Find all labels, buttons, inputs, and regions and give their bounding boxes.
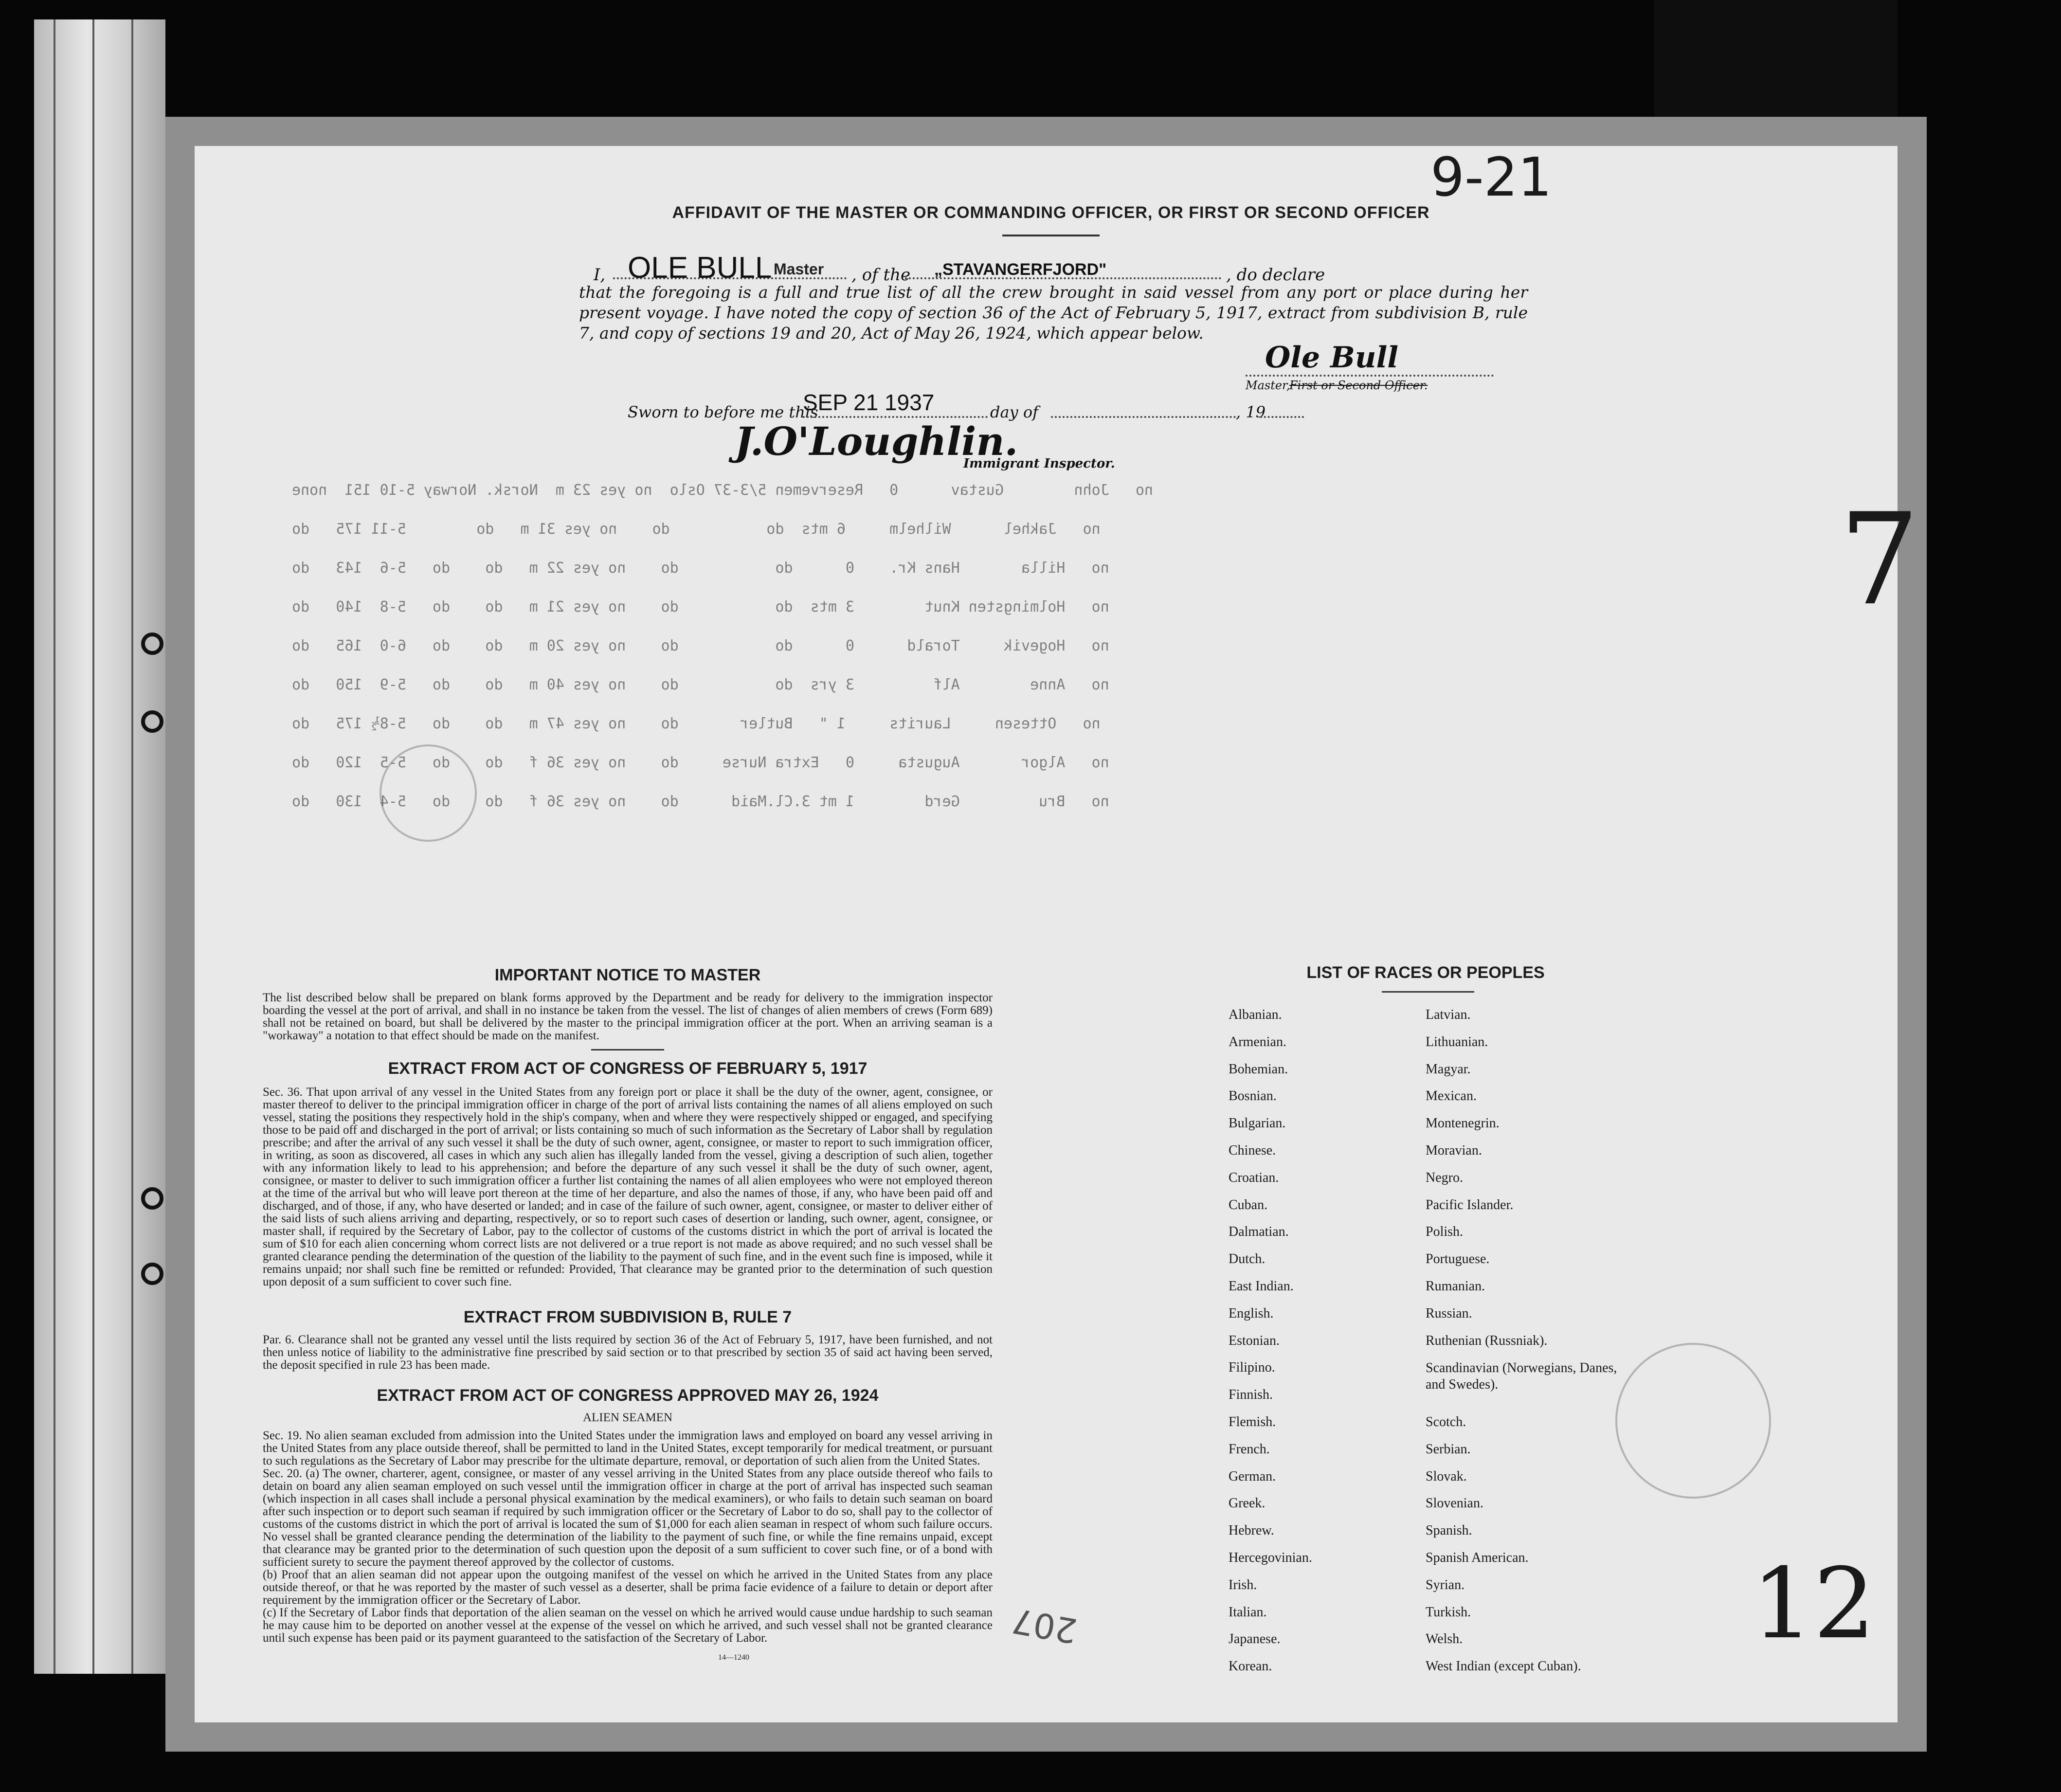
race-item: Latvian.: [1426, 1007, 1471, 1022]
bleed-row: no Jakhel Wilhelm 6 mts do do no yes 31 m do 5-11 175 do: [292, 521, 1101, 538]
races-column: [1236, 963, 1771, 993]
day-of-label: day of: [990, 403, 1038, 421]
race-item: Welsh.: [1426, 1631, 1463, 1647]
race-item: Slovenian.: [1426, 1496, 1483, 1511]
race-item: Bosnian.: [1229, 1088, 1277, 1104]
pencil-annotation-seven: 7: [1839, 487, 1920, 634]
race-item: Chinese.: [1229, 1142, 1276, 1158]
declaration-line: [594, 251, 1518, 285]
race-item: Bulgarian.: [1229, 1116, 1286, 1131]
race-item: Scandinavian (Norwegians, Danes, and Swedes).: [1426, 1360, 1617, 1393]
extract-1924-sec20b: (b) Proof that an alien seaman did not appear upon the outgoing manifest of the vessel on which he arrived in the United States from any place outside thereof, or that he was reported by the master of such vessel as a deserter, shall be prima facie evidence of a failure to detain or deport after requirement by the immigration officer or the Secretary of Labor.: [263, 1568, 993, 1607]
race-item: Greek.: [1229, 1496, 1266, 1511]
race-item: Korean.: [1229, 1659, 1272, 1674]
race-item: Armenian.: [1229, 1034, 1286, 1050]
race-item: Japanese.: [1229, 1631, 1281, 1647]
form-number: 14—1240: [718, 1653, 749, 1662]
race-item: Moravian.: [1426, 1142, 1482, 1158]
race-item: Magyar.: [1426, 1061, 1471, 1077]
race-item: Croatian.: [1229, 1170, 1279, 1185]
year-label: , 19: [1236, 403, 1266, 421]
notice-title: IMPORTANT NOTICE TO MASTER: [494, 966, 761, 984]
race-item: Irish.: [1229, 1577, 1257, 1593]
race-item: Finnish.: [1229, 1387, 1273, 1403]
bleed-row: no Ottesen Laurits 1 " Butler do no yes 47 m do do 5-8½ 175 do: [292, 715, 1101, 732]
race-item: Syrian.: [1426, 1577, 1465, 1593]
bleed-row: no Hogevik Torald 0 do do no yes 20 m do do 6-0 165 do: [292, 637, 1109, 654]
adjacent-page-edges: [34, 19, 165, 1674]
master-signature: Ole Bull: [1265, 341, 1399, 375]
race-item: Polish.: [1426, 1224, 1464, 1240]
master-label: Master,: [1246, 379, 1290, 392]
race-item: Ruthenian (Russniak).: [1426, 1333, 1548, 1348]
pronoun-label: I,: [594, 265, 606, 285]
race-item: Bohemian.: [1229, 1061, 1288, 1077]
race-item: Scotch.: [1426, 1414, 1466, 1430]
race-item: East Indian.: [1229, 1278, 1294, 1294]
extract-1917-body: Sec. 36. That upon arrival of any vessel in the United States from any foreign port or place it shall be the duty of the owner, agent, consignee, or master thereof to deliver to the principal immigration officer in charge of the port of arrival lists containing the names of all aliens employed on such vessel, stating the positions they respectively hold in the ship's company, when and where they were respectively shipped or engaged, and specifying those to be paid off and discharged in the port of arrival; or lists containing so much of such information as the Secretary of Labor shall by regulation prescribe; and after the arrival of any such vessel it shall be the duty of such owner, agent, consignee, or master to report to such immigration officer, in writing, as soon as discovered, all cases in which any such alien has illegally landed from the vessel, giving a description of such alien, together with any information likely to lead to his apprehension; and before the departure of any such vessel it shall be the duty of such owner, agent, consignee, or master to deliver to such immigration officer a further list containing the names of all alien employees who were not employed thereon at the time of the arrival but who will leave port thereon at the time of her departure, and also the names of those, if any, who have been paid off and discharged, and of those, if any, who have deserted or landed; and in case of the failure of such owner, agent, consignee, or master to deliver either of the said lists of such aliens arriving and departing, respectively, or so to report such cases of desertion or landing, such owner, agent, consignee, or master shall, if required by the Secretary of Labor, pay to the collector of customs of the customs district in which the port of arrival is located the sum of $10 for each alien concerning whom correct lists are not delivered or a true report is not made as above required; and no such vessel shall be granted clearance pending the determination of the question of the liability to the payment of such fine, and in the event such fine is imposed, while it remains unpaid; nor shall such fine be remitted or refunded: Provided, That clearance may be granted prior to the determination of such question upon deposit of a sum sufficient to cover such fine.: [263, 1086, 993, 1288]
inspector-signature: J.O'Loughlin.: [735, 418, 1018, 464]
heading-rule: [1002, 235, 1100, 236]
race-item: Hercegovinian.: [1229, 1550, 1312, 1565]
bleed-row: no Bru Gerd 1 mt 3.Cl.Maid do no yes 36 f do do 5-4 130 do: [292, 793, 1109, 810]
bleed-row: no John Gustav 0 Reservemen 5/3-37 Oslo no yes 23 m Norsk. Norway 5-10 151 none: [292, 482, 1154, 499]
punch-hole: [141, 710, 163, 733]
race-item: Portuguese.: [1426, 1251, 1490, 1267]
race-item: Estonian.: [1229, 1333, 1280, 1348]
sworn-date-stamp: SEP 21 1937: [803, 390, 935, 415]
extract-1917-title: EXTRACT FROM ACT OF CONGRESS OF FEBRUARY 5, 1917: [388, 1059, 868, 1078]
race-item: Hebrew.: [1229, 1523, 1274, 1539]
race-item: Filipino.: [1229, 1360, 1275, 1376]
race-item: German.: [1229, 1468, 1276, 1484]
bleed-row: no Hilla Hans Kr. 0 do do no yes 22 m do do 5-6 143 do: [292, 560, 1109, 577]
race-item: Rumanian.: [1426, 1278, 1485, 1294]
race-item: Russian.: [1426, 1305, 1472, 1321]
punch-hole: [141, 633, 163, 655]
do-declare-label: , do declare: [1226, 265, 1325, 285]
pencil-annotation-top: 9-21: [1430, 146, 1552, 208]
affidavit-heading: AFFIDAVIT OF THE MASTER OR COMMANDING OFFICER, OR FIRST OR SECOND OFFICER: [672, 203, 1430, 222]
races-list-col1: [1229, 1007, 1433, 1686]
race-item: Italian.: [1229, 1604, 1267, 1620]
race-item: Dutch.: [1229, 1251, 1266, 1267]
race-item: West Indian (except Cuban).: [1426, 1659, 1581, 1674]
bleed-row: no Anne Alf 3 yrs do do no yes 40 m do do 5-9 150 do: [292, 676, 1109, 693]
race-item: Spanish.: [1426, 1523, 1472, 1539]
notice-column: [263, 966, 993, 1662]
race-item: Flemish.: [1229, 1414, 1276, 1430]
extract-1924-sec20c: (c) If the Secretary of Labor finds that deportation of the alien seaman on the vessel on which he arrived would cause undue hardship to such seaman he may cause him to be deported on another vessel at the expense of the vessel on which he arrived, and such vessel shall not be granted clearance until such expense has been paid or its payment guaranteed to the satisfaction of the Secretary of Labor.: [263, 1606, 993, 1645]
master-name: OLE BULL: [628, 251, 772, 285]
extract-1924-sec19: Sec. 19. No alien seaman excluded from admission into the United States under the immigration laws and employed on board any vessel arriving in the United States from any place outside thereof, shall be permitted to land in the United States, except temporarily for medical treatment, or pursuant to such regulations as the Secretary of Labor may prescribe for the ultimate departure, removal, or deportation of such alien from the United States.: [263, 1429, 993, 1467]
of-the-label: , of the: [851, 265, 911, 285]
declaration-body: that the foregoing is a full and true list of all the crew brought in said vessel from any port or place during her present voyage. I have noted the copy of section 36 of the Act of February 5, 1917, extract from subdivision B, rule 7, and copy of sections 19 and 20, Act of May 26, 1924, which appear below.: [579, 283, 1528, 343]
extract-1924-subtitle: ALIEN SEAMEN: [582, 1411, 672, 1424]
races-list-col2: [1426, 1007, 1659, 1686]
extract-rule7-body: Par. 6. Clearance shall not be granted any vessel until the lists required by section 36 of the Act of February 5, 1917, have been furnished, and not then unless notice of liability to the administrative fine prescribed by said section or to that prescribed by section 35 of said act having been served, the deposit specified in rule 23 has been made.: [263, 1333, 993, 1372]
binder-tab: [1654, 0, 1898, 127]
punch-hole: [141, 1263, 163, 1285]
race-item: Negro.: [1426, 1170, 1463, 1185]
affidavit-page: [195, 146, 1920, 1722]
race-item: Montenegrin.: [1426, 1116, 1500, 1131]
race-item: Mexican.: [1426, 1088, 1477, 1104]
rank-label: Master: [774, 260, 824, 278]
bleed-row: no Holmingsten Knut 3 mts do do no yes 21 m do do 5-8 140 do: [292, 598, 1109, 615]
pencil-annotation-bottom: 207: [1009, 1600, 1080, 1651]
race-item: Pacific Islander.: [1426, 1197, 1514, 1213]
race-item: Dalmatian.: [1229, 1224, 1289, 1240]
race-item: Turkish.: [1426, 1604, 1471, 1620]
punch-hole: [141, 1187, 163, 1210]
race-item: Cuban.: [1229, 1197, 1268, 1213]
race-item: Spanish American.: [1426, 1550, 1529, 1565]
notice-body: The list described below shall be prepared on blank forms approved by the Department and be ready for delivery to the immigration inspector boarding the vessel at the port of arrival, and shall in no instance be taken from the vessel. The list of changes of alien members of crews (Form 689) shall not be retained on board, but shall be delivered by the master to the principal immigration officer at the port. When an arriving seaman is a "workaway" a notation to that effect should be made on the manifest.: [263, 991, 993, 1042]
vessel-name: „STAVANGERFJORD": [934, 260, 1107, 279]
race-item: Albanian.: [1229, 1007, 1282, 1022]
extract-rule7-title: EXTRACT FROM SUBDIVISION B, RULE 7: [463, 1308, 792, 1326]
sworn-label: Sworn to before me this: [628, 403, 818, 421]
faint-stamp: [380, 744, 477, 842]
extract-1924-title: EXTRACT FROM ACT OF CONGRESS APPROVED MAY 26, 1924: [377, 1386, 879, 1405]
race-item: Lithuanian.: [1426, 1034, 1488, 1050]
race-item: English.: [1229, 1305, 1274, 1321]
pencil-annotation-twelve: 12: [1752, 1547, 1876, 1661]
extract-1924-sec20a: Sec. 20. (a) The owner, charterer, agent, consignee, or master of any vessel arriving in the United States from any place outside thereof who fails to detain on board any alien seaman employed on such vessel until the immigration officer in charge at the port of arrival has inspected such seaman (which inspection in all cases shall include a personal physical examination by the medical examiners), or who fails to detain such seaman on board after such inspection or to deport such seaman if required by such immigration officer or the Secretary of Labor to do so, shall pay to the collector of customs of the customs district in which the port of arrival is located the sum of $1,000 for each alien seaman in respect of whom such failure occurs. No vessel shall be granted clearance pending the determination of the liability to the payment of such fine, or while the fine remains unpaid, except that clearance may be granted prior to the determination of such question upon the deposit of a sum sufficient to cover such fine, or of a bond with sufficient surety to secure the payment thereof approved by the collector of customs.: [263, 1467, 993, 1569]
bleed-row: no Algor Augusta 0 Extra Nurse do no yes 36 f do do 5-5 120 do: [292, 754, 1109, 771]
race-item: Serbian.: [1426, 1441, 1471, 1457]
inspector-label: Immigrant Inspector.: [963, 456, 1115, 471]
races-title: LIST OF RACES OR PEOPLES: [1306, 963, 1545, 982]
race-item: Slovak.: [1426, 1468, 1467, 1484]
race-item: French.: [1229, 1441, 1270, 1457]
struck-officer-label: First or Second Officer.: [1289, 379, 1428, 392]
